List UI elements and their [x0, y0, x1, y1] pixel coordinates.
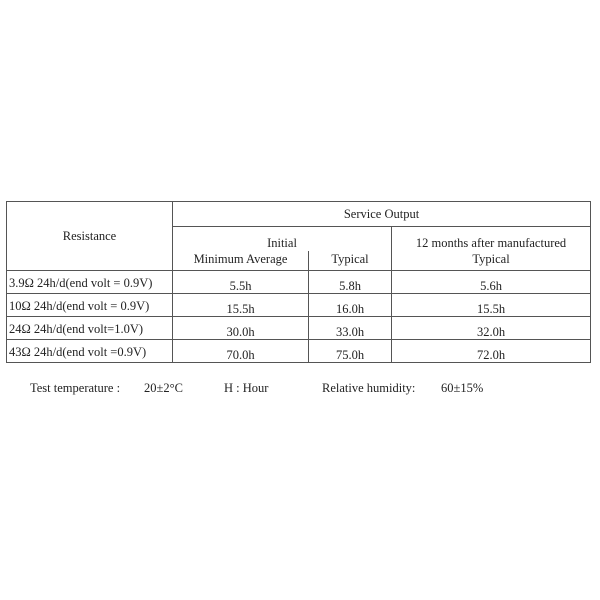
header-service-output-label: Service Output [343, 206, 420, 221]
min-avg-value: 5.5h [229, 278, 252, 293]
cell-typical [309, 271, 392, 294]
header-minimum-average-label: Minimum Average [193, 252, 288, 267]
cell-minimum-average [173, 271, 309, 294]
cell-resistance [7, 340, 173, 363]
table-row [7, 317, 591, 340]
cell-typical [309, 317, 392, 340]
cell-minimum-average [173, 317, 309, 340]
header-typical-initial [309, 251, 392, 271]
table-row [7, 271, 591, 294]
cell-minimum-average [173, 340, 309, 363]
header-service-output [173, 202, 591, 227]
min-avg-value: 70.0h [226, 347, 255, 362]
resistance-text: 43Ω 24h/d(end volt =0.9V) [9, 344, 147, 359]
typical-12m-value: 15.5h [476, 301, 506, 316]
header-typical-12-months [392, 251, 591, 271]
header-12-months [392, 227, 591, 252]
typical-value: 16.0h [335, 301, 365, 316]
typical-value: 5.8h [339, 278, 361, 293]
humidity-value: 60±15% [441, 381, 484, 395]
cell-resistance [7, 317, 173, 340]
header-typical-initial-label: Typical [331, 252, 369, 267]
cell-minimum-average [173, 294, 309, 317]
cell-typical [309, 340, 392, 363]
table-row [7, 294, 591, 317]
test-temperature-value: 20±2°C [144, 381, 183, 395]
cell-typical [309, 294, 392, 317]
resistance-text: 10Ω 24h/d(end volt = 0.9V) [9, 298, 150, 313]
typical-value: 75.0h [335, 347, 365, 362]
test-temperature-label: Test temperature : [30, 381, 121, 395]
typical-value: 33.0h [335, 324, 365, 339]
hour-note: H : Hour [224, 381, 269, 395]
cell-typical-12-months [392, 340, 591, 363]
header-initial-label: Initial [267, 235, 297, 250]
min-avg-value: 15.5h [226, 301, 255, 316]
header-resistance-label: Resistance [62, 228, 117, 243]
header-minimum-average [173, 251, 309, 271]
header-resistance [7, 202, 173, 271]
typical-12m-value: 32.0h [476, 324, 506, 339]
cell-typical-12-months [392, 317, 591, 340]
cell-typical-12-months [392, 271, 591, 294]
header-12-months-label: 12 months after manufactured [415, 235, 567, 250]
resistance-text: 24Ω 24h/d(end volt=1.0V) [9, 321, 144, 336]
service-output-table [6, 201, 591, 363]
resistance-text: 3.9Ω 24h/d(end volt = 0.9V) [9, 275, 153, 290]
header-typical-12-months-label: Typical [472, 252, 510, 267]
cell-resistance [7, 294, 173, 317]
min-avg-value: 30.0h [226, 324, 255, 339]
table-row [7, 340, 591, 363]
cell-typical-12-months [392, 294, 591, 317]
header-initial [173, 227, 392, 252]
humidity-label: Relative humidity: [322, 381, 416, 395]
table-header-row [7, 202, 591, 227]
typical-12m-value: 72.0h [476, 347, 506, 362]
cell-resistance [7, 271, 173, 294]
typical-12m-value: 5.6h [480, 278, 502, 293]
